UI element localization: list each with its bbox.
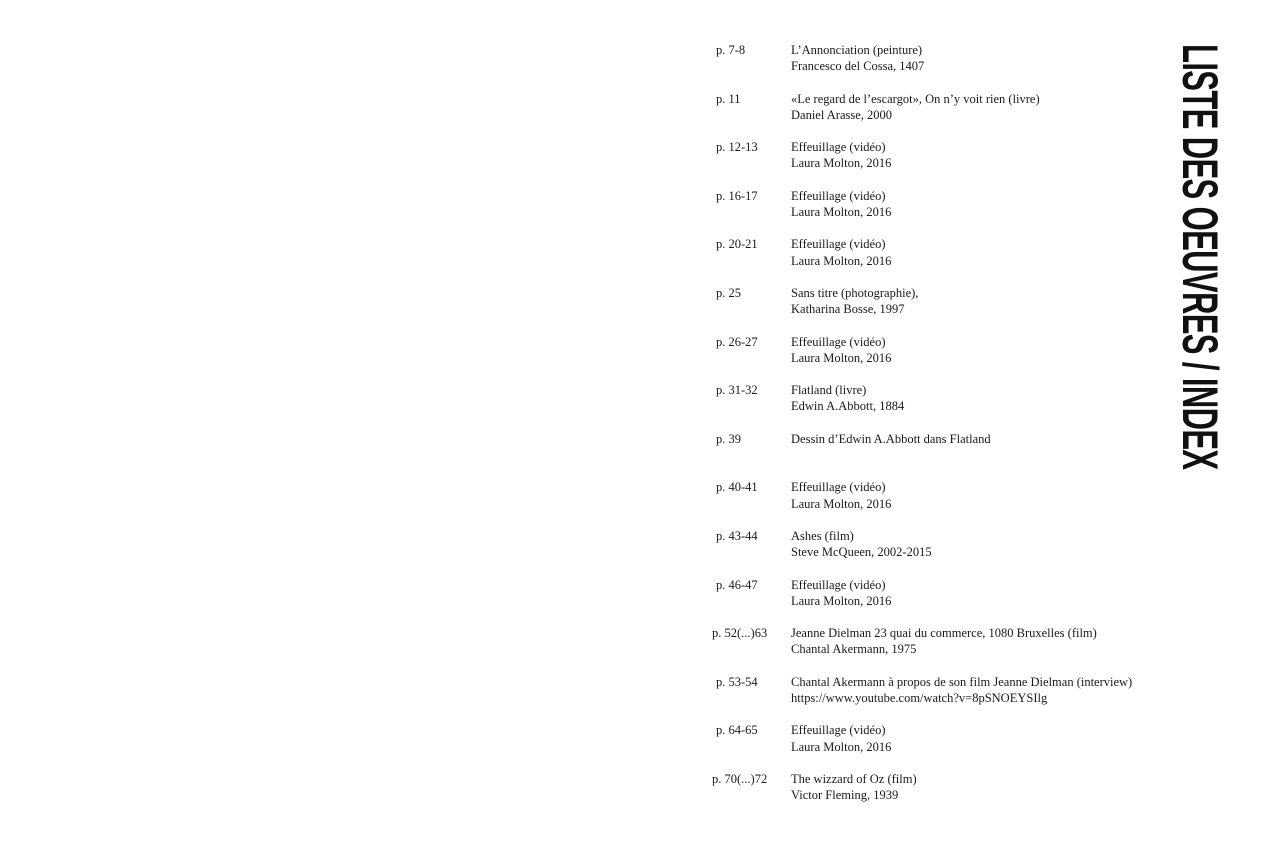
entry-author: Katharina Bosse, 1997 [791, 302, 905, 317]
index-entry [712, 40, 1212, 89]
entry-text [791, 674, 1132, 707]
entry-page-number: p. 7-8 [716, 43, 746, 57]
entry-page-number: p. 26-27 [716, 334, 758, 349]
entry-page-number: p. 31-32 [716, 383, 758, 398]
entry-text [791, 479, 891, 512]
entry-page-number: p. 64-65 [716, 723, 758, 738]
entry-text [791, 431, 991, 447]
entry-title: Chantal Akermann à propos de son film Jeanne Dielman (interview) [791, 674, 1133, 689]
entry-url: https://www.youtube.com/watch?v=8pSNOEYSIlg [791, 691, 1048, 706]
entry-page-number: p. 40-41 [716, 480, 758, 495]
index-entry [712, 186, 1212, 235]
entry-title: Effeuillage (vidéo) [791, 140, 886, 155]
entry-title: Effeuillage (vidéo) [791, 723, 886, 738]
index-entry [712, 575, 1212, 624]
index-entry [712, 332, 1212, 381]
index-entry [712, 234, 1212, 283]
entry-text [791, 771, 917, 804]
entry-title: «Le regard de l’escargot», On n’y voit rien (livre) [791, 91, 1040, 106]
entry-author: Laura Molton, 2016 [791, 350, 892, 365]
entry-page-number: p. 43-44 [716, 528, 758, 543]
entry-page-number: p. 46-47 [716, 577, 758, 592]
entry-page-number: p. 16-17 [716, 188, 758, 203]
index-entry [712, 283, 1212, 332]
entry-text [791, 188, 891, 221]
index-entry [712, 380, 1212, 429]
entry-title: Effeuillage (vidéo) [791, 334, 886, 349]
vertical-heading [1172, 44, 1228, 556]
entry-author: Laura Molton, 2016 [791, 156, 892, 171]
entry-title: Effeuillage (vidéo) [791, 237, 886, 252]
entry-title: Dessin d’Edwin A.Abbott dans Flatland [791, 431, 991, 446]
entry-title: Effeuillage (vidéo) [791, 480, 886, 495]
entry-page-number: p. 25 [716, 285, 741, 300]
entry-text [791, 722, 891, 755]
entry-author: Edwin A.Abbott, 1884 [791, 399, 905, 414]
index-list [712, 40, 1212, 818]
entry-text [791, 139, 891, 172]
entry-page-number: p. 12-13 [716, 140, 758, 155]
entry-title: Ashes (film) [791, 528, 854, 543]
entry-page-number: p. 70(...)72 [712, 771, 768, 786]
entry-author: Laura Molton, 2016 [791, 496, 892, 511]
entry-text [791, 334, 891, 367]
entry-title: Effeuillage (vidéo) [791, 188, 886, 203]
index-entry [712, 672, 1212, 721]
entry-author: Steve McQueen, 2002-2015 [791, 545, 932, 560]
entry-title: Jeanne Dielman 23 quai du commerce, 1080 Bruxelles (film) [791, 626, 1097, 641]
entry-text [791, 42, 924, 75]
entry-page-number: p. 52(...)63 [712, 626, 768, 641]
index-entry [712, 720, 1212, 769]
entry-author: Victor Fleming, 1939 [791, 788, 899, 803]
entry-text [791, 91, 1040, 124]
entry-text [791, 577, 891, 610]
entry-title: The wizzard of Oz (film) [791, 771, 917, 786]
index-entry [712, 429, 1212, 478]
entry-title: Effeuillage (vidéo) [791, 577, 886, 592]
entry-author: Francesco del Cossa, 1407 [791, 59, 925, 74]
entry-text [791, 528, 932, 561]
index-entry [712, 623, 1212, 672]
index-entry [712, 526, 1212, 575]
entry-title: Flatland (livre) [791, 383, 867, 398]
entry-title: L’Annonciation (peinture) [791, 43, 923, 57]
entry-author: Laura Molton, 2016 [791, 205, 892, 220]
entry-text [791, 625, 1097, 658]
entry-author: Laura Molton, 2016 [791, 593, 892, 608]
entry-author: Laura Molton, 2016 [791, 253, 892, 268]
entry-author: Chantal Akermann, 1975 [791, 642, 917, 657]
index-entry [712, 477, 1212, 526]
index-entry [712, 769, 1212, 818]
entry-page-number: p. 39 [716, 431, 741, 446]
index-entry [712, 89, 1212, 138]
entry-title: Sans titre (photographie), [791, 285, 919, 300]
page-title: LISTE DES OEUVRES / INDEX [1172, 44, 1228, 470]
entry-text [791, 236, 891, 269]
index-entry [712, 137, 1212, 186]
entry-page-number: p. 11 [716, 91, 741, 106]
entry-text [791, 382, 904, 415]
entry-page-number: p. 53-54 [716, 674, 758, 689]
entry-author: Laura Molton, 2016 [791, 739, 892, 754]
entry-author: Daniel Arasse, 2000 [791, 107, 893, 122]
entry-page-number: p. 20-21 [716, 237, 758, 252]
entry-text [791, 285, 918, 318]
